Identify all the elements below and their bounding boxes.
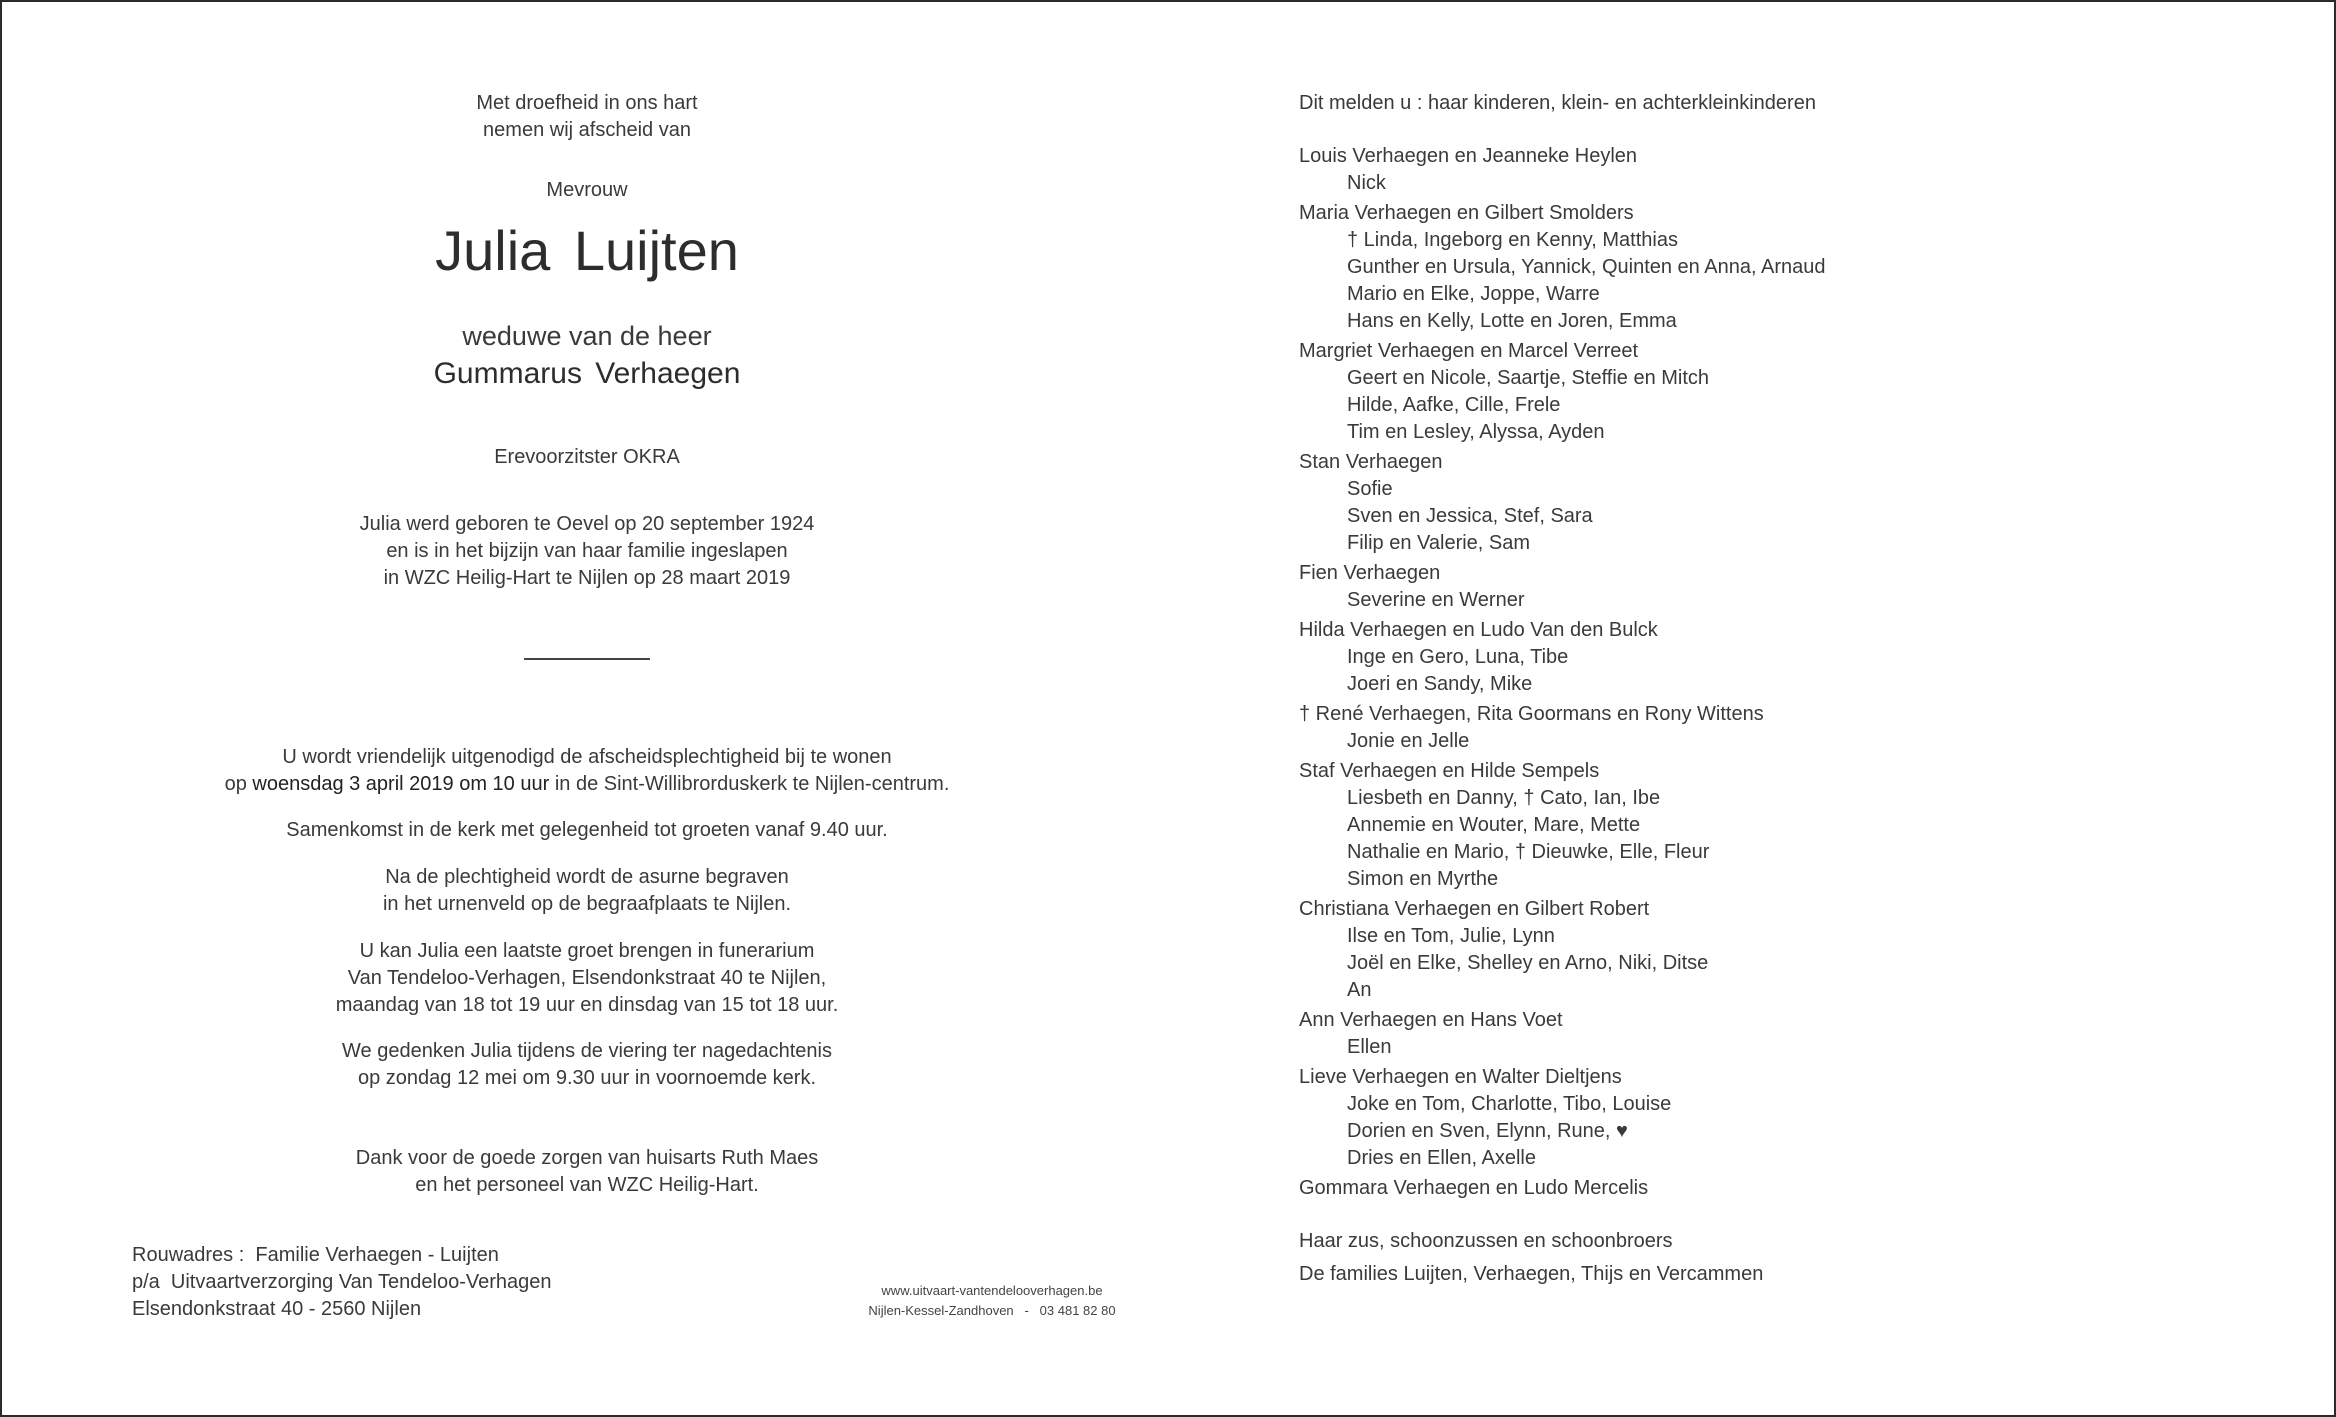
intro-line: Met droefheid in ons hart [476,92,698,114]
funeral-line: U kan Julia een laatste groet brengen in funerarium [359,940,815,962]
family-member-line: Inge en Gero, Luna, Tibe [1347,646,1569,668]
divider [524,658,650,660]
family-member-line: Ilse en Tom, Julie, Lynn [1347,925,1555,947]
honorific: Mevrouw [546,179,628,201]
intro-line: nemen wij afscheid van [483,119,691,141]
contact-text: Nijlen-Kessel-Zandhoven - 03 481 82 80 [868,1303,1116,1318]
address-line: Rouwadres : Familie Verhaegen - Luijten [132,1244,499,1266]
address-line: p/a Uitvaartverzorging Van Tendeloo-Verhagen [132,1271,552,1293]
memorial-line: op zondag 12 mei om 9.30 uur in voornoemde kerk. [357,1067,817,1089]
mourning-address [132,1242,552,1323]
memorial-line: We gedenken Julia tijdens de viering ter nagedachtenis [342,1040,832,1062]
family-member-line: Liesbeth en Danny, † Cato, Ian, Ibe [1347,787,1661,809]
family-group [1299,617,2299,698]
memorial-text [2,1038,1172,1092]
burial-line: in het urnenveld op de begraafplaats te Nijlen. [382,893,792,915]
born-line: in WZC Heilig-Hart te Nijlen op 28 maart 2019 [383,567,791,589]
announcement-line: Dit melden u : haar kinderen, klein- en achterkleinkinderen [1299,92,1816,114]
gathering-text: Samenkomst in de kerk met gelegenheid tot groeten vanaf 9.40 uur. [286,819,888,841]
thanks-line: Dank voor de goede zorgen van huisarts Ruth Maes [355,1147,819,1169]
ceremony-date: woensdag 3 april 2019 om 10 uur [252,773,550,795]
family-head: Margriet Verhaegen en Marcel Verreet [1299,340,1639,362]
family-member-line: Geert en Nicole, Saartje, Steffie en Mitch [1347,367,1710,389]
family-group [1299,200,2299,335]
family-head: Staf Verhaegen en Hilde Sempels [1299,760,1600,782]
funeral-line: Van Tendeloo-Verhagen, Elsendonkstraat 40 te Nijlen, [347,967,827,989]
born-line: en is in het bijzijn van haar familie ingeslapen [386,540,788,562]
family-member-line: Mario en Elke, Joppe, Warre [1347,283,1600,305]
family-group [1299,1064,2299,1172]
family-groups [1299,143,2299,1202]
family-head: † René Verhaegen, Rita Goormans en Rony Wittens [1299,703,1764,725]
family-member-line: Gunther en Ursula, Yannick, Quinten en Anna, Arnaud [1347,256,1826,278]
family-head: Lieve Verhaegen en Walter Dieltjens [1299,1066,1622,1088]
family-head: Christiana Verhaegen en Gilbert Robert [1299,898,1650,920]
widow-line: weduwe van de heer [462,321,712,351]
family-head: Louis Verhaegen en Jeanneke Heylen [1299,145,1638,167]
intro-text [2,90,1172,144]
family-member-line: Joke en Tom, Charlotte, Tibo, Louise [1347,1093,1672,1115]
invite-post: in de Sint-Willibrorduskerk te Nijlen-centrum. [549,773,950,795]
family-group [1299,701,2299,755]
family-member-line: Tim en Lesley, Alyssa, Ayden [1347,421,1605,443]
family-head: Gommara Verhaegen en Ludo Mercelis [1299,1177,1649,1199]
burial-line: Na de plechtigheid wordt de asurne begraven [385,866,789,888]
family-head: Maria Verhaegen en Gilbert Smolders [1299,202,1634,224]
invite-pre: op [224,773,253,795]
family-member-line: Sofie [1347,478,1393,500]
family-member-line: Dorien en Sven, Elynn, Rune, ♥ [1347,1120,1628,1142]
family-member-line: Joeri en Sandy, Mike [1347,673,1533,695]
closing-line: De families Luijten, Verhaegen, Thijs en Vercammen [1299,1263,1764,1285]
family-member-line: Hans en Kelly, Lotte en Joren, Emma [1347,310,1677,332]
family-group [1299,338,2299,446]
family-member-line: Ellen [1347,1036,1392,1058]
family-member-line: Filip en Valerie, Sam [1347,532,1531,554]
funeral-line: maandag van 18 tot 19 uur en dinsdag van 15 tot 18 uur. [335,994,839,1016]
family-head: Ann Verhaegen en Hans Voet [1299,1009,1563,1031]
family-member-line: Sven en Jessica, Stef, Sara [1347,505,1593,527]
website-text: www.uitvaart-vantendelooverhagen.be [881,1283,1103,1298]
address-line: Elsendonkstraat 40 - 2560 Nijlen [132,1298,422,1320]
family-member-line: Jonie en Jelle [1347,730,1470,752]
family-member-line: Joël en Elke, Shelley en Arno, Niki, Ditse [1347,952,1709,974]
invite-line [2,771,1172,798]
funeral-home-footer [762,1281,1222,1321]
family-group [1299,449,2299,557]
thanks-line: en het personeel van WZC Heilig-Hart. [415,1174,759,1196]
burial-text [2,864,1172,918]
family-head: Hilda Verhaegen en Ludo Van den Bulck [1299,619,1658,641]
family-member-line: Severine en Werner [1347,589,1525,611]
role-line: Erevoorzitster OKRA [494,446,680,468]
family-head: Stan Verhaegen [1299,451,1443,473]
family-group [1299,896,2299,1004]
closing-lines [1299,1228,2299,1288]
family-member-line: Annemie en Wouter, Mare, Mette [1347,814,1641,836]
family-member-line: An [1347,979,1372,1001]
invitation-text [2,744,1172,798]
family-group [1299,1007,2299,1061]
family-member-line: Nick [1347,172,1386,194]
thanks-text [2,1145,1172,1199]
born-line: Julia werd geboren te Oevel op 20 september 1924 [359,513,815,535]
family-member-line: Dries en Ellen, Axelle [1347,1147,1536,1169]
family-list-panel [1299,90,2299,1294]
family-member-line: † Linda, Ingeborg en Kenny, Matthias [1347,229,1678,251]
family-member-line: Hilde, Aafke, Cille, Frele [1347,394,1561,416]
family-group [1299,143,2299,197]
funerarium-text [2,938,1172,1019]
birth-death-text [2,511,1172,592]
family-member-line: Simon en Myrthe [1347,868,1499,890]
invite-line: U wordt vriendelijk uitgenodigd de afscheidsplechtigheid bij te wonen [282,746,892,768]
family-head: Fien Verhaegen [1299,562,1441,584]
family-group [1299,1175,2299,1202]
husband-name: Gummarus Verhaegen [433,357,741,390]
family-group [1299,560,2299,614]
left-panel [2,2,1172,1415]
deceased-name: Julia Luijten [435,219,739,282]
family-group [1299,758,2299,893]
family-member-line: Nathalie en Mario, † Dieuwke, Elle, Fleur [1347,841,1710,863]
closing-line: Haar zus, schoonzussen en schoonbroers [1299,1230,1673,1252]
